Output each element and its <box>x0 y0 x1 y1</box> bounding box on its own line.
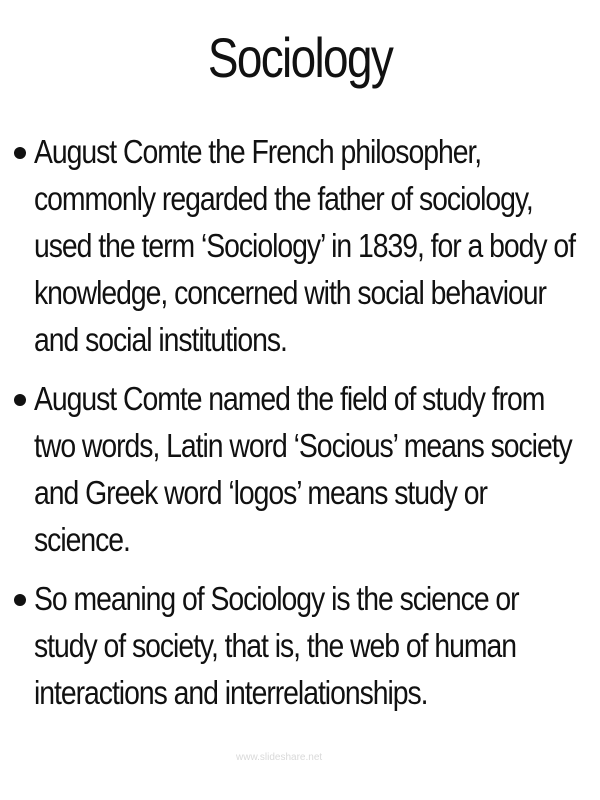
bullet-dot-icon <box>14 594 26 606</box>
watermark: www.slideshare.net <box>236 752 323 763</box>
bullet-item <box>12 575 582 716</box>
bullet-dot-icon <box>14 147 26 159</box>
bullet-text: August Comte the French philosopher, commonly regarded the father of sociology, used the term ‘Sociology’ in 1839, for a body of knowledge, concerned with social behaviour and social institutions. <box>34 133 576 358</box>
bullet-dot-icon <box>14 394 26 406</box>
bullet-text: So meaning of Sociology is the science or study of society, that is, the web of human interactions and interrelationships. <box>34 580 519 711</box>
bullet-item <box>12 375 582 563</box>
bullet-item <box>12 128 582 363</box>
bullet-text: August Comte named the field of study from two words, Latin word ‘Socious’ means society and Greek word ‘logos’ means study or science. <box>34 380 572 558</box>
bullet-list <box>12 128 582 728</box>
slide-title: Sociology <box>207 26 393 89</box>
